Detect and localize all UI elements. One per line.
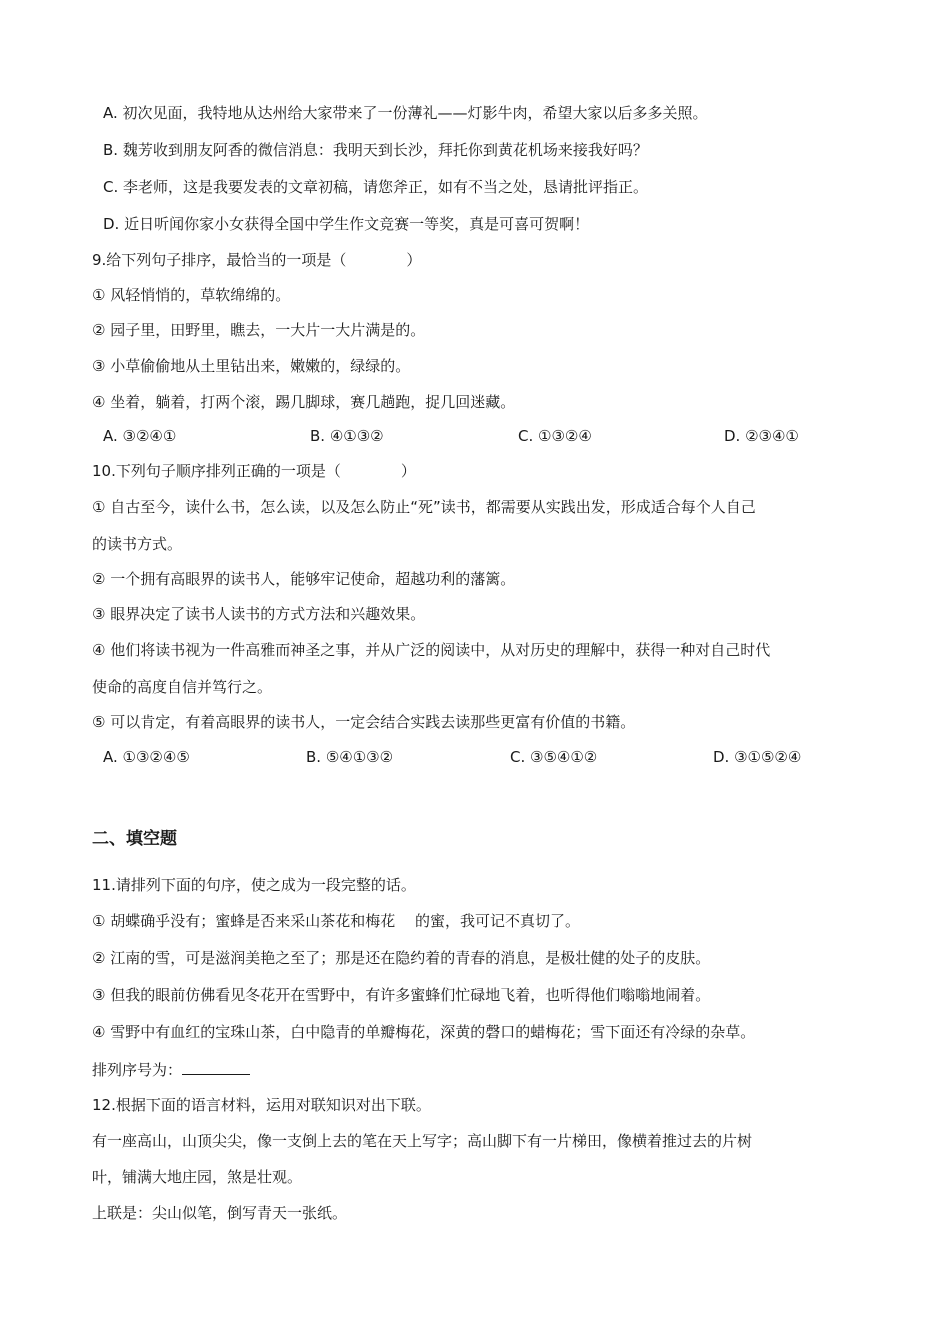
- q10-sentence-1-cont: 的读书方式。: [92, 535, 183, 553]
- q9-option-b[interactable]: B. ④①③②: [310, 427, 384, 445]
- q8-option-c[interactable]: C. 李老师，这是我要发表的文章初稿，请您斧正，如有不当之处，恳请批评指正。: [103, 178, 649, 196]
- section-heading: 二、填空题: [92, 829, 177, 849]
- q9-options: [92, 426, 872, 446]
- q9-option-d[interactable]: D. ②③④①: [724, 427, 799, 445]
- q9-sentence-3: ③ 小草偷偷地从土里钻出来，嫩嫩的，绿绿的。: [92, 357, 411, 375]
- q11-sentence-1: ① 胡蝶确乎没有；蜜蜂是否来采山茶花和梅花 的蜜，我可记不真切了。: [92, 912, 580, 930]
- q9-stem: 9.给下列句子排序，最恰当的一项是（ ）: [92, 251, 422, 269]
- q11-answer-blank[interactable]: [182, 1059, 250, 1075]
- q12-stem: 12.根据下面的语言材料，运用对联知识对出下联。: [92, 1096, 431, 1114]
- q11-answer-label: 排列序号为：: [92, 1061, 183, 1079]
- q10-sentence-1: ① 自古至今，读什么书，怎么读，以及怎么防止“死”读书，都需要从实践出发，形成适合每个人自己: [92, 498, 756, 516]
- q10-sentence-4-cont: 使命的高度自信并笃行之。: [92, 678, 273, 696]
- q10-option-d[interactable]: D. ③①⑤②④: [713, 748, 802, 766]
- q9-sentence-1: ① 风轻悄悄的，草软绵绵的。: [92, 286, 291, 304]
- q8-option-a[interactable]: A. 初次见面，我特地从达州给大家带来了一份薄礼——灯影牛肉，希望大家以后多多关照。: [103, 104, 708, 122]
- q11-stem: 11.请排列下面的句序，使之成为一段完整的话。: [92, 876, 416, 894]
- q10-stem: 10.下列句子顺序排列正确的一项是（ ）: [92, 462, 416, 480]
- q11-sentence-4: ④ 雪野中有血红的宝珠山茶，白中隐青的单瓣梅花，深黄的磬口的蜡梅花；雪下面还有冷绿的杂草。: [92, 1023, 756, 1041]
- q10-option-a[interactable]: A. ①③②④⑤: [103, 748, 190, 766]
- q9-option-a[interactable]: A. ③②④①: [103, 427, 177, 445]
- q11-sentence-3: ③ 但我的眼前仿佛看见冬花开在雪野中，有许多蜜蜂们忙碌地飞着，也听得他们嗡嗡地闹着。: [92, 986, 711, 1004]
- q9-sentence-2: ② 园子里，田野里，瞧去，一大片一大片满是的。: [92, 321, 426, 339]
- q8-option-b[interactable]: B. 魏芳收到朋友阿香的微信消息：我明天到长沙，拜托你到黄花机场来接我好吗？: [103, 141, 648, 159]
- q11-answer-line: [92, 1059, 250, 1079]
- q10-option-b[interactable]: B. ⑤④①③②: [306, 748, 394, 766]
- q10-sentence-5: ⑤ 可以肯定，有着高眼界的读书人，一定会结合实践去读那些更富有价值的书籍。: [92, 713, 636, 731]
- q10-sentence-3: ③ 眼界决定了读书人读书的方式方法和兴趣效果。: [92, 605, 426, 623]
- q12-couplet: 上联是：尖山似笔，倒写青天一张纸。: [92, 1204, 348, 1222]
- q8-option-d[interactable]: D. 近日听闻你家小女获得全国中学生作文竞赛一等奖，真是可喜可贺啊！: [103, 215, 590, 233]
- q12-material-line-1: 有一座高山，山顶尖尖，像一支倒上去的笔在天上写字；高山脚下有一片梯田，像横着推过去的片树: [92, 1132, 753, 1150]
- q12-material-line-2: 叶，铺满大地庄园，煞是壮观。: [92, 1168, 303, 1186]
- q10-options: [92, 747, 872, 767]
- q9-option-c[interactable]: C. ①③②④: [518, 427, 592, 445]
- q10-option-c[interactable]: C. ③⑤④①②: [510, 748, 598, 766]
- q10-sentence-4: ④ 他们将读书视为一件高雅而神圣之事，并从广泛的阅读中，从对历史的理解中，获得一种对自己时代: [92, 641, 771, 659]
- q9-sentence-4: ④ 坐着，躺着，打两个滚，踢几脚球，赛几趟跑，捉几回迷藏。: [92, 393, 516, 411]
- q11-sentence-2: ② 江南的雪，可是滋润美艳之至了；那是还在隐约着的青春的消息，是极壮健的处子的皮肤。: [92, 949, 711, 967]
- q10-sentence-2: ② 一个拥有高眼界的读书人，能够牢记使命，超越功利的藩篱。: [92, 570, 516, 588]
